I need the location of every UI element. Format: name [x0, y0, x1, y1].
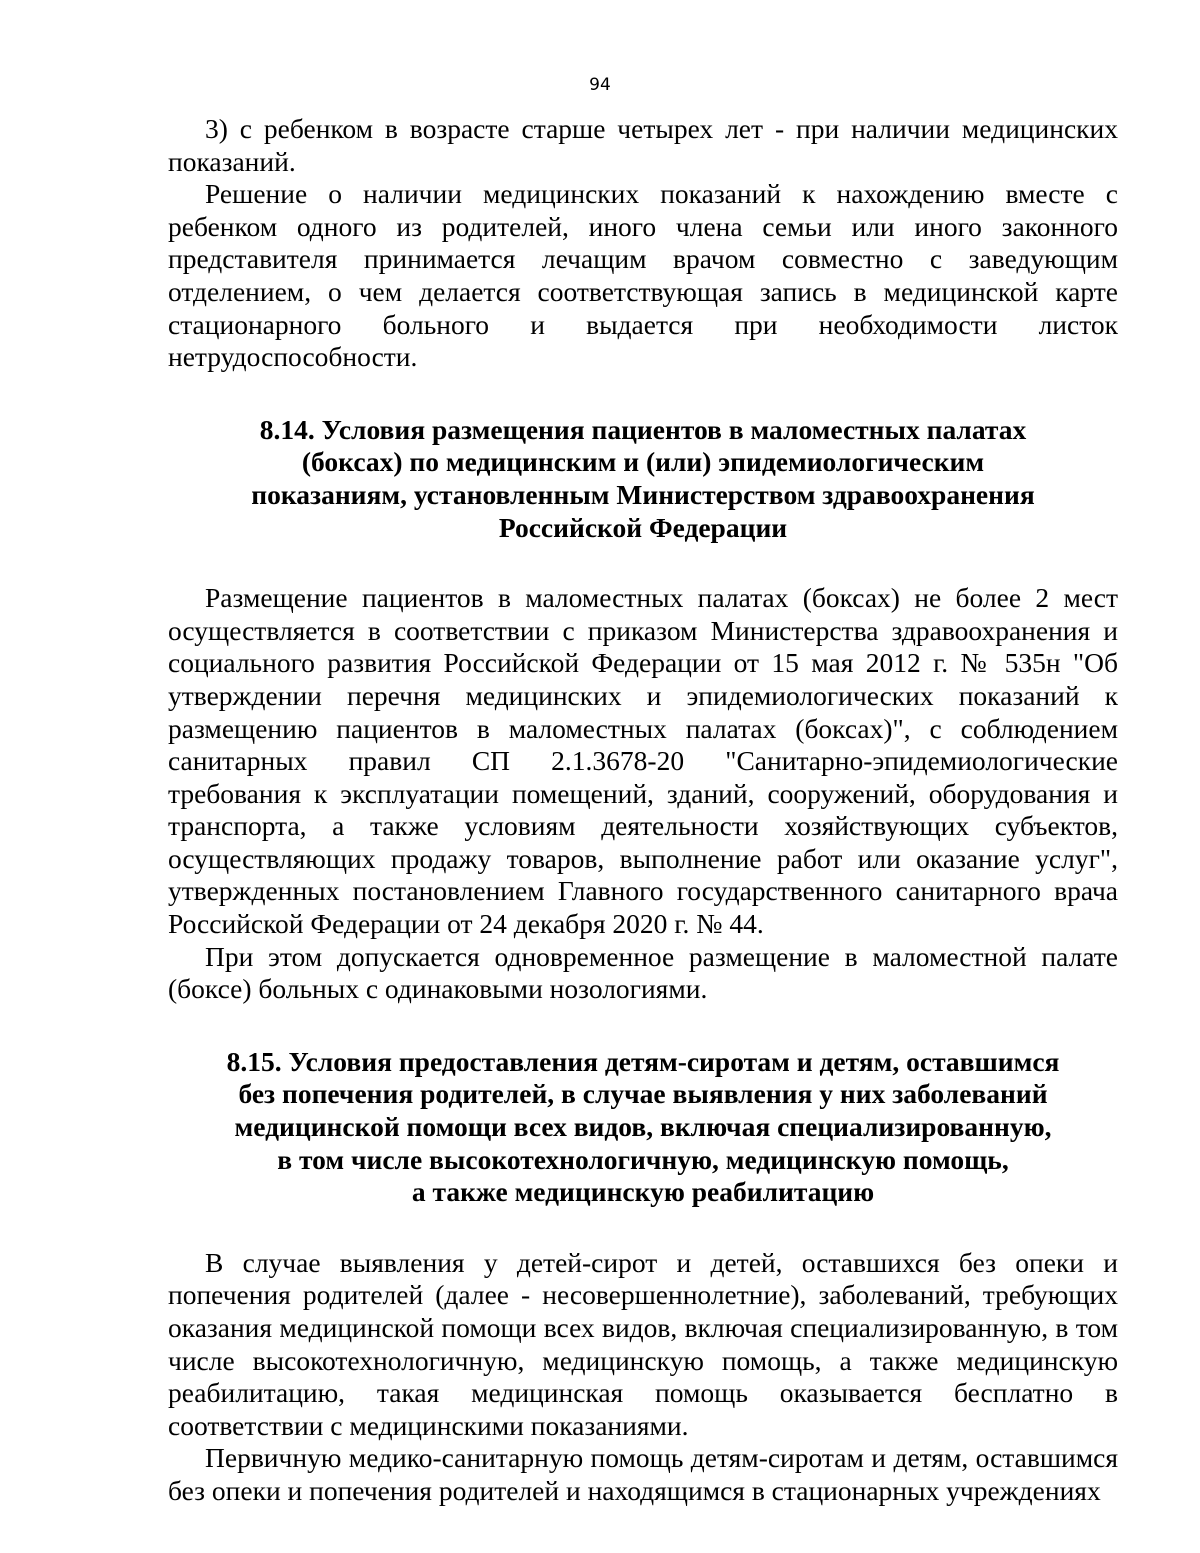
heading-line: 8.14. Условия размещения пациентов в маломестных палатах	[259, 413, 1027, 445]
paragraph-decision: Решение о наличии медицинских показаний к нахождению вместе с ребенком одного из родителей, иного члена семьи или иного законного представителя принимается лечащим врачом совместно с заведующим отделением, о чем делается соответствующая запись в медицинской карте стационарного больного и выдается при необходимости листок нетрудоспособности.	[168, 178, 1118, 373]
page-number: 94	[589, 75, 611, 95]
document-body	[168, 113, 1118, 1508]
paragraph-primary-care: Первичную медико-санитарную помощь детям-сиротам и детям, оставшимся без опеки и попечения родителей и находящимся в стационарных учреждениях	[168, 1442, 1118, 1506]
paragraph-orphans-care: В случае выявления у детей-сирот и детей, оставшихся без опеки и попечения родителей (далее - несовершеннолетние), заболеваний, требующих оказания медицинской помощи всех видов, включая специализированную, в том числе высокотехнологичную, медицинскую помощь, а также медицинскую реабилитацию, такая медицинская помощь оказывается бесплатно в соответствии с медицинскими показаниями.	[168, 1246, 1118, 1441]
heading-line: без попечения родителей, в случае выявления у них заболеваний	[238, 1078, 1048, 1110]
heading-line: 8.15. Условия предоставления детям-сиротам и детям, оставшимся	[226, 1045, 1060, 1077]
paragraph-placement: Размещение пациентов в маломестных палатах (боксах) не более 2 мест осуществляется в соответствии с приказом Министерства здравоохранения и социального развития Российской Федерации от 15 мая 2012 г. № 535н "Об утверждении перечня медицинских и эпидемиологических показаний к размещению пациентов в маломестных палатах (боксах)", с соблюдением санитарных правил СП 2.1.3678-20 "Санитарно-эпидемиологические требования к эксплуатации помещений, зданий, сооружений, оборудования и транспорта, а также условиям деятельности хозяйствующих субъектов, осуществляющих продажу товаров, выполнение работ или оказание услуг", утвержденных постановлением Главного государственного санитарного врача Российской Федерации от 24 декабря 2020 г. № 44.	[168, 582, 1118, 940]
heading-line: медицинской помощи всех видов, включая специализированную,	[234, 1111, 1052, 1143]
heading-line: показаниям, установленным Министерством здравоохранения	[251, 478, 1035, 510]
heading-line: а также медицинскую реабилитацию	[411, 1176, 875, 1208]
heading-line: Российской Федерации	[498, 511, 788, 543]
section-heading-8-15	[168, 1046, 1118, 1209]
section-heading-8-14	[168, 414, 1118, 544]
heading-line: (боксах) по медицинским и (или) эпидемиологическим	[301, 446, 985, 478]
heading-line: в том числе высокотехнологичную, медицинскую помощь,	[277, 1143, 1009, 1175]
paragraph-item-3: 3) с ребенком в возрасте старше четырех лет - при наличии медицинских показаний.	[168, 113, 1118, 177]
paragraph-simultaneous: При этом допускается одновременное размещение в маломестной палате (боксе) больных с одинаковыми нозологиями.	[168, 940, 1118, 1005]
